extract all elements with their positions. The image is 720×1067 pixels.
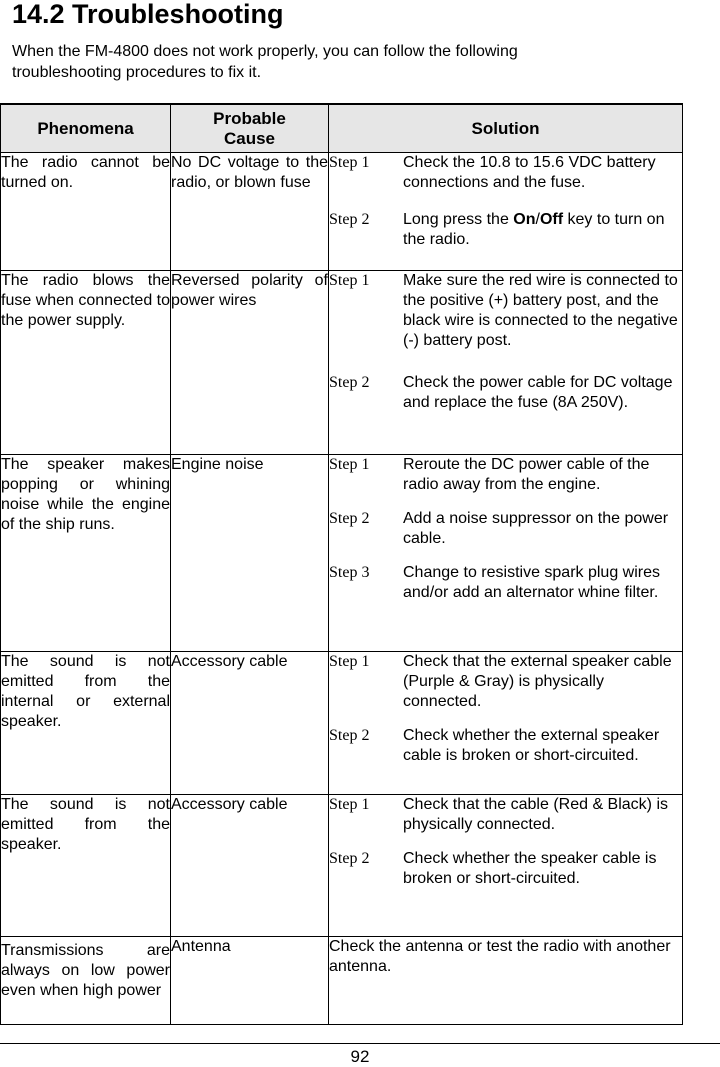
solution-cell [329, 271, 683, 455]
solution-step [329, 563, 682, 603]
step-number: Step 1 [329, 272, 370, 289]
intro-line-2: troubleshooting procedures to fix it. [12, 64, 262, 81]
table-row [1, 455, 683, 652]
step-text: Check whether the speaker cable is broken or short-circuited. [403, 850, 657, 887]
solution-step [329, 795, 682, 835]
step-text: Check the 10.8 to 15.6 VDC battery connections and the fuse. [403, 154, 656, 191]
step-number: Step 2 [329, 510, 370, 527]
step-number: Step 2 [329, 211, 370, 228]
solution-step [329, 373, 682, 413]
cause-cell: Antenna [171, 937, 329, 1025]
solution-cell [329, 455, 683, 652]
step-text: Add a noise suppressor on the power cable. [403, 510, 669, 547]
header-probable-cause: Probable Cause [171, 104, 329, 153]
table-row [1, 153, 683, 271]
footer-divider [0, 1043, 720, 1044]
step-number: Step 1 [329, 796, 370, 813]
cause-cell: No DC voltage to the radio, or blown fuse [171, 153, 329, 271]
step-number: Step 1 [329, 456, 370, 473]
on-key-label: On [513, 211, 536, 228]
header-solution: Solution [329, 104, 683, 153]
intro-line-1: When the FM-4800 does not work properly, you can follow the following [12, 43, 518, 60]
solution-step [329, 509, 682, 549]
cause-cell: Reversed polarity of power wires [171, 271, 329, 455]
solution-cell [329, 795, 683, 937]
phenomena-cell: The radio cannot be turned on. [1, 153, 171, 271]
step-text: Change to resistive spark plug wires and/or add an alternator whine filter. [403, 564, 661, 601]
cause-cell: Engine noise [171, 455, 329, 652]
intro-paragraph [12, 41, 692, 83]
off-key-label: Off [539, 211, 564, 228]
step-number: Step 2 [329, 727, 370, 744]
step-number: Step 1 [329, 154, 370, 171]
phenomena-cell: The sound is not emitted from the speaker. [1, 795, 171, 937]
solution-cell [329, 937, 683, 1025]
table-row [1, 652, 683, 795]
solution-step [329, 726, 682, 766]
page-number: 92 [350, 1047, 370, 1066]
phenomena-cell: The sound is not emitted from the internal or external speaker. [1, 652, 171, 795]
solution-step [329, 849, 682, 889]
cause-cell: Accessory cable [171, 795, 329, 937]
step-text: Long press the On/Off key to turn on the radio. [403, 211, 665, 248]
step-number: Step 2 [329, 850, 370, 867]
phenomena-cell: The speaker makes popping or whining noise while the engine of the ship runs. [1, 455, 171, 652]
solution-step [329, 652, 682, 712]
solution-cell [329, 153, 683, 271]
step-text: Check that the external speaker cable (Purple & Gray) is physically connected. [403, 653, 672, 710]
table-header-row [1, 104, 683, 153]
step-text: Check the power cable for DC voltage and replace the fuse (8A 250V). [403, 374, 673, 411]
step-text: Reroute the DC power cable of the radio away from the engine. [403, 456, 650, 493]
table-row [1, 271, 683, 455]
section-title: 14.2 Troubleshooting [12, 0, 284, 29]
solution-step [329, 210, 682, 250]
solution-step [329, 455, 682, 495]
phenomena-cell: Transmissions are always on low power even when high power [1, 937, 171, 1025]
step-text: Check that the cable (Red & Black) is physically connected. [403, 796, 669, 833]
troubleshooting-table [0, 103, 683, 1025]
cause-cell: Accessory cable [171, 652, 329, 795]
phenomena-cell: The radio blows the fuse when connected to the power supply. [1, 271, 171, 455]
header-phenomena: Phenomena [1, 104, 171, 153]
solution-cell [329, 652, 683, 795]
step-text: Check whether the external speaker cable is broken or short-circuited. [403, 727, 660, 764]
table-row [1, 795, 683, 937]
table-row [1, 937, 683, 1025]
solution-step [329, 153, 682, 193]
step-text: Make sure the red wire is connected to the positive (+) battery post, and the black wire is connected to the negative (-) battery post. [403, 272, 678, 349]
step-number: Step 1 [329, 653, 370, 670]
step-number: Step 3 [329, 564, 370, 581]
solution-text: Check the antenna or test the radio with another antenna. [329, 938, 671, 975]
step-number: Step 2 [329, 374, 370, 391]
solution-step [329, 271, 682, 351]
